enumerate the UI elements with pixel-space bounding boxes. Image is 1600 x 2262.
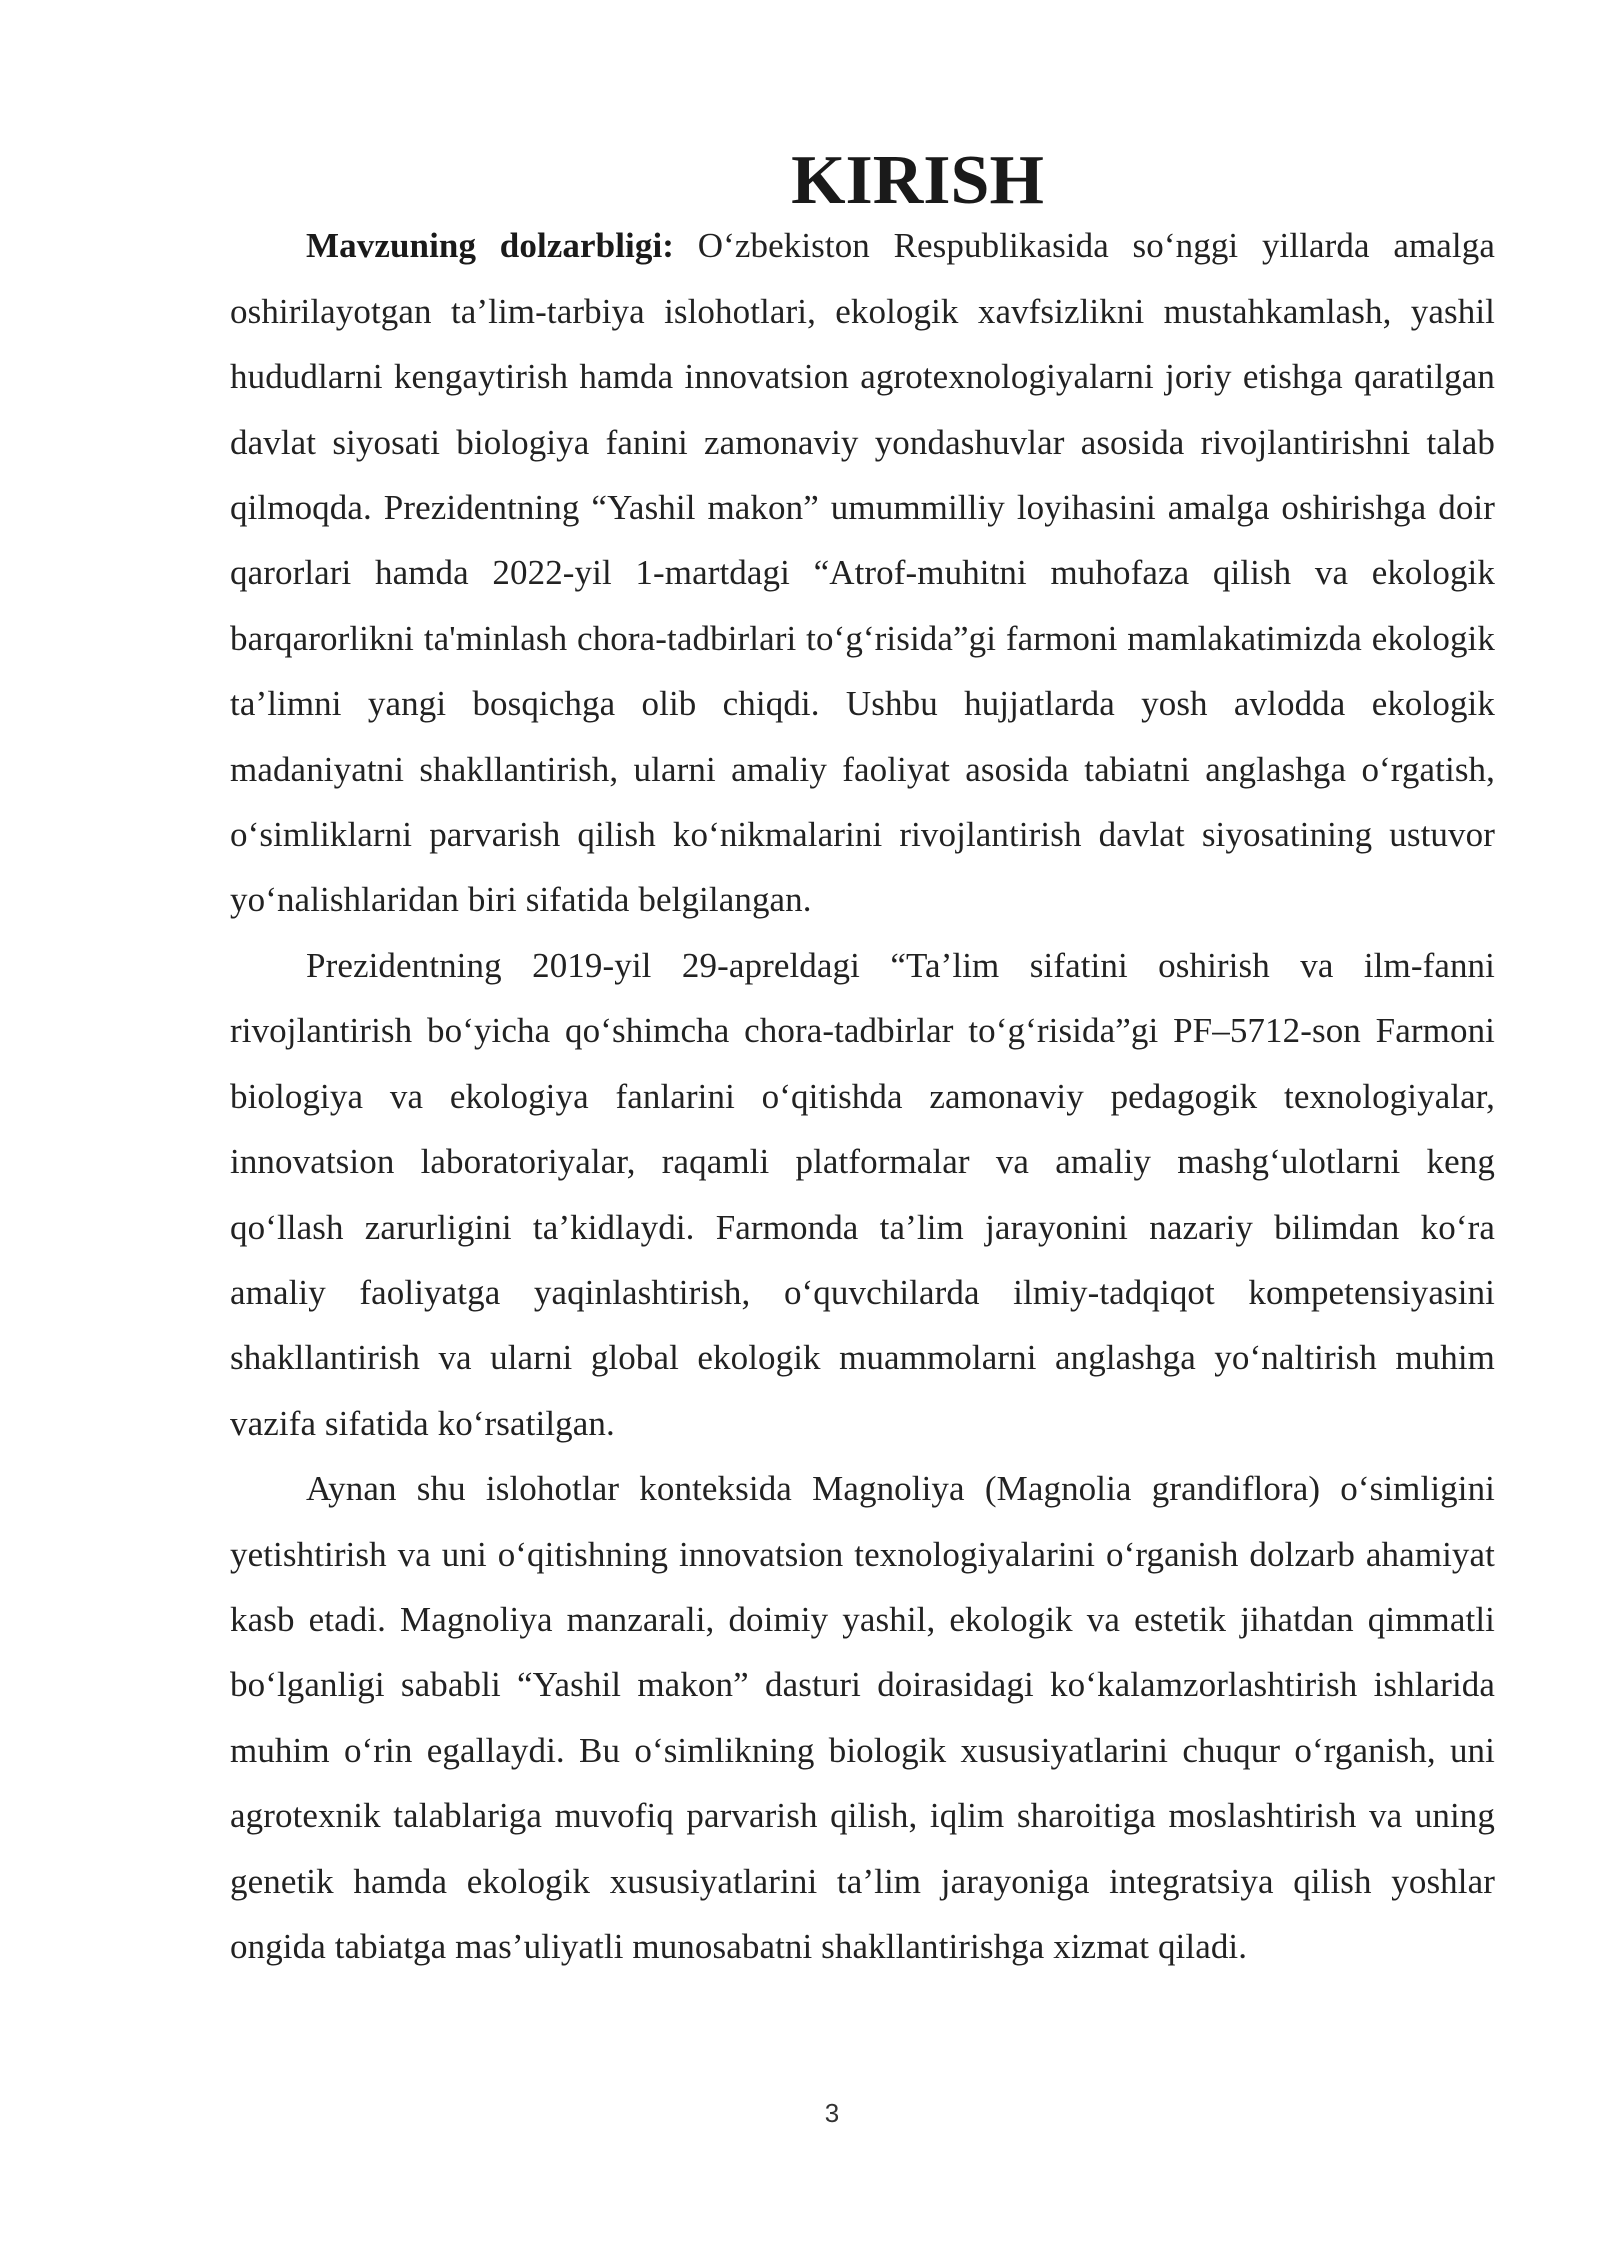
paragraph-magnolia: [230, 1456, 1495, 1979]
paragraph-text: Prezidentning 2019-yil 29-apreldagi “Ta’lim sifatini oshirish va ilm-fanni rivojlantirish bo‘yicha qo‘shimcha chora-tadbirlar to‘g‘risida”gi PF–5712-son Farmoni biologiya va ekologiya fanlarini o‘qitishda zamonaviy pedagogik texnologiyalar, innovatsion laboratoriyalar, raqamli platformalar va amaliy mashg‘ulotlarni keng qo‘llash zarurligini ta’kidlaydi. Farmonda ta’lim jarayonini nazariy bilimdan ko‘ra amaliy faoliyatga yaqinlashtirish, o‘quvchilarda ilmiy-tadqiqot kompetensiyasini shakllantirish va ularni global ekologik muammolarni anglashga yo‘naltirish muhim vazifa sifatida ko‘rsatilgan.: [230, 945, 1495, 1443]
paragraph-relevance: [230, 213, 1495, 932]
paragraph-decree: [230, 933, 1495, 1456]
section-heading: KIRISH: [791, 142, 1044, 219]
paragraph-lead: Mavzuning dolzarbligi:: [306, 226, 675, 266]
paragraph-text: Aynan shu islohotlar konteksida Magnoliya (Magnolia grandiflora) o‘simligini yetishtirish va uni o‘qitishning innovatsion texnologiyalarini o‘rganish dolzarb ahamiyat kasb etadi. Magnoliya manzarali, doimiy yashil, ekologik va estetik jihatdan qimmatli bo‘lganligi sababli “Yashil makon” dasturi doirasidagi ko‘kalamzorlashtirish ishlarida muhim o‘rin egallaydi. Bu o‘simlikning biologik xususiyatlarini chuqur o‘rganish, uni agrotexnik talablariga muvofiq parvarish qilish, iqlim sharoitiga moslashtirish va uning genetik hamda ekologik xususiyatlarini ta’lim jarayoniga integratsiya qilish yoshlar ongida tabiatga mas’uliyatli munosabatni shakllantirishga xizmat qiladi.: [230, 1469, 1495, 1966]
page-content: [230, 142, 1495, 1979]
paragraph-text: O‘zbekiston Respublikasida so‘nggi yillarda amalga oshirilayotgan ta’lim-tarbiya islohotlari, ekologik xavfsizlikni mustahkamlash, yashil hududlarni kengaytirish hamda innovatsion agrotexnologiyalarni joriy etishga qaratilgan davlat siyosati biologiya fanini zamonaviy yondashuvlar asosida rivojlantirishni talab qilmoqda. Prezidentning “Yashil makon” umummilliy loyihasini amalga oshirishga doir qarorlari hamda 2022-yil 1-martdagi “Atrof-muhitni muhofaza qilish va ekologik barqarorlikni ta'minlash chora-tadbirlari to‘g‘risida”gi farmoni mamlakatimizda ekologik ta’limni yangi bosqichga olib chiqdi. Ushbu hujjatlarda yosh avlodda ekologik madaniyatni shakllantirish, ularni amaliy faoliyat asosida tabiatni anglashga o‘rgatish, o‘simliklarni parvarish qilish ko‘nikmalarini rivojlantirish davlat siyosatining ustuvor yo‘nalishlaridan biri sifatida belgilangan.: [230, 226, 1495, 920]
page-number: 3: [824, 2098, 840, 2128]
